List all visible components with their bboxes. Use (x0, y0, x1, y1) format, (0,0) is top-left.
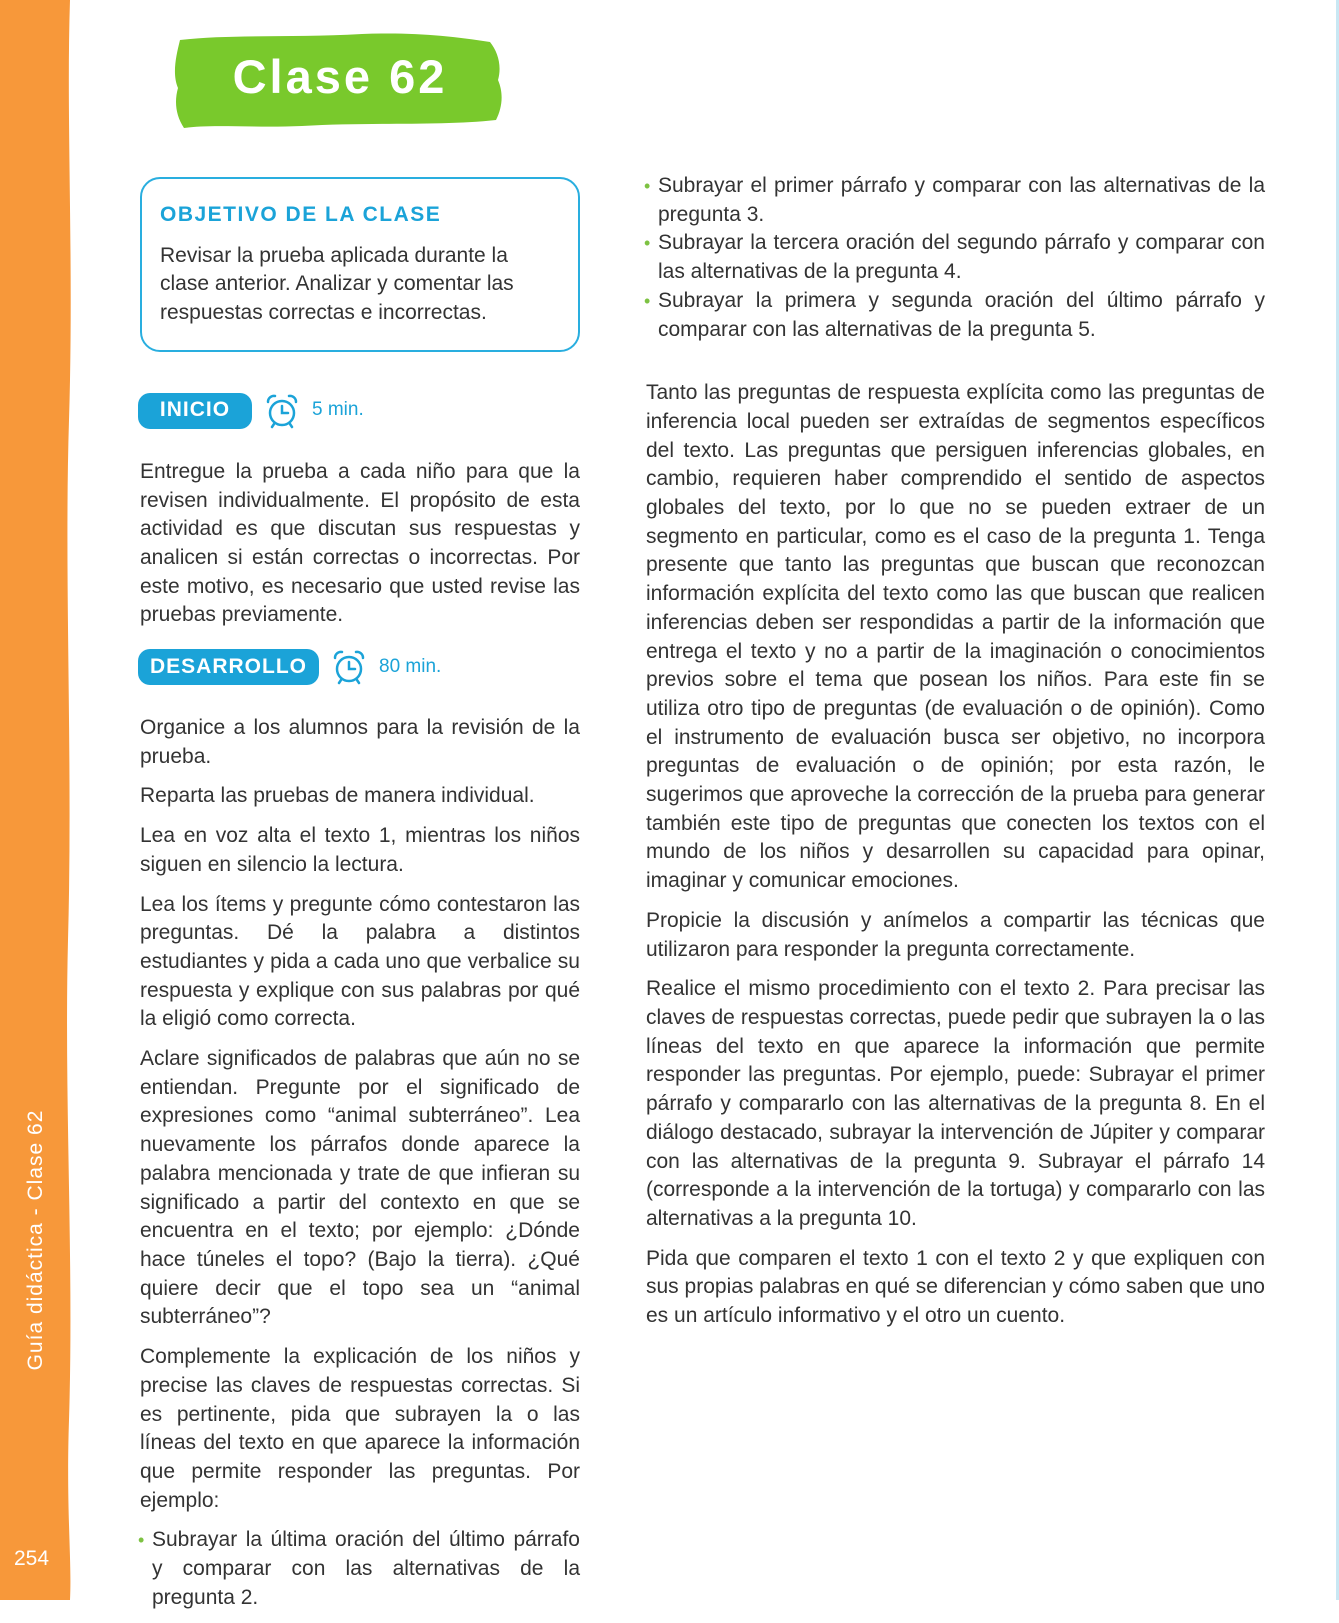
desarrollo-paragraph: Reparta las pruebas de manera individual. (140, 784, 535, 808)
desarrollo-paragraph: Lea en voz alta el texto 1, mientras los niños siguen en silencio la lectura. (140, 824, 580, 876)
bullet-list-right (646, 172, 1265, 344)
list-item: • Subrayar la última oración del último párrafo y comparar con las alternativas de la pregunta 2. (140, 1526, 580, 1612)
desarrollo-paragraph: Organice a los alumnos para la revisión de la prueba. (140, 716, 580, 768)
body-paragraph: Tanto las preguntas de respuesta explícita como las preguntas de inferencia local pueden ser extraídas de segmentos específicos del texto. Las preguntas que persiguen inferencias globales, en cambio, requieren haber comprendido el sentido de aspectos globales del texto, por lo que no se pueden extraer de un segmento en particular, como es el caso de la pregunta 1. Tenga presente que tanto las preguntas que buscan que reconozcan información explícita del texto como las que buscan que realicen inferencias deben ser respondidas a partir de la información que entrega el texto y no a partir de la imaginación o conocimientos previos sobre el tema que posean los niños. Para este fin se utiliza otro tipo de preguntas (de evaluación o de opinión). Como el instrumento de evaluación busca ser objetivo, no incorpora preguntas de evaluación o de opinión; por esta razón, le sugerimos que aproveche la corrección de la prueba para generar también este tipo de preguntas que conecten los textos con el mundo de los niños y desarrollen su capacidad para opinar, imaginar y comunicar emociones. (646, 381, 1265, 893)
desarrollo-paragraph: Lea los ítems y pregunte cómo contestaron las preguntas. Dé la palabra a distintos estudiantes y pida a cada uno que verbalice su respuesta y explique con sus palabras por qué la eligió como correcta. (140, 892, 580, 1031)
body-paragraph: Realice el mismo procedimiento con el texto 2. Para precisar las claves de respuestas correctas, puede pedir que subrayen la o las líneas del texto en que aparece la información que permite responder las preguntas. Por ejemplo, puede: Subrayar el primer párrafo y compararlo con las alternativas de la pregunta 8. En el diálogo destacado, subrayar la intervención de Júpiter y comparar con las alternativas de la pregunta 9. Subrayar el párrafo 14 (corresponde a la intervención de la tortuga) y compararlo con las alternativas a la pregunta 10. (646, 977, 1265, 1230)
page-title: Clase 62 (232, 49, 448, 103)
objective-box (140, 177, 580, 352)
sidebar-label: Guía didáctica - Clase 62 (24, 1109, 47, 1371)
page-number: 254 (14, 1547, 50, 1570)
desarrollo-paragraph: Aclare significados de palabras que aún no se entiendan. Pregunte por el significado de expresiones como “animal subterráneo”. Lea nuevamente los párrafos donde aparece la palabra mencionada y trate de que infieran su significado a partir del contexto en que se encuentra en el texto; por ejemplo: ¿Dónde hace túneles el topo? (Bajo la tierra). ¿Qué quiere decir que el topo sea un “animal subterráneo”? (140, 1047, 580, 1329)
title-banner (172, 28, 508, 132)
alarm-clock-icon (331, 649, 367, 685)
desarrollo-header (138, 648, 580, 686)
inicio-paragraph: Entregue la prueba a cada niño para que la revisen individualmente. El propósito de esta actividad es que discutan sus respuestas y analicen si están correctas o incorrectas. Por este motivo, es necesario que usted revise las pruebas previamente. (140, 459, 580, 627)
list-item: • Subrayar la tercera oración del segundo párrafo y comparar con las alternativas de la pregunta 4. (646, 229, 1265, 286)
desarrollo-badge: DESARROLLO (138, 649, 319, 685)
alarm-clock-icon (264, 393, 300, 429)
inicio-header (138, 392, 580, 430)
body-paragraph: Propicie la discusión y anímelos a compartir las técnicas que utilizaron para responder la pregunta correctamente. (646, 908, 1265, 961)
inicio-duration: 5 min. (312, 399, 364, 421)
desarrollo-paragraph: Complemente la explicación de los niños y precise las claves de respuestas correctas. Si es pertinente, pida que subrayen la o las líneas del texto en que aparece la información que permite responder las preguntas. Por ejemplo: (140, 1345, 580, 1512)
desarrollo-duration: 80 min. (379, 655, 442, 677)
list-item: • Subrayar la primera y segunda oración del último párrafo y comparar con las alternativas de la pregunta 5. (646, 287, 1265, 344)
objective-text: Revisar la prueba aplicada durante la clase anterior. Analizar y comentar las respuestas correctas e incorrectas. (160, 243, 514, 325)
left-column (140, 177, 580, 1623)
right-column (646, 172, 1265, 1342)
body-paragraph: Pida que comparen el texto 1 con el texto 2 y que expliquen con sus propias palabras en qué se diferencian y cómo saben que uno es un artículo informativo y el otro un cuento. (646, 1246, 1265, 1328)
inicio-badge: INICIO (138, 393, 252, 429)
list-item: • Subrayar el primer párrafo y comparar con las alternativas de la pregunta 3. (646, 172, 1265, 229)
objective-heading: OBJETIVO DE LA CLASE (160, 203, 442, 226)
